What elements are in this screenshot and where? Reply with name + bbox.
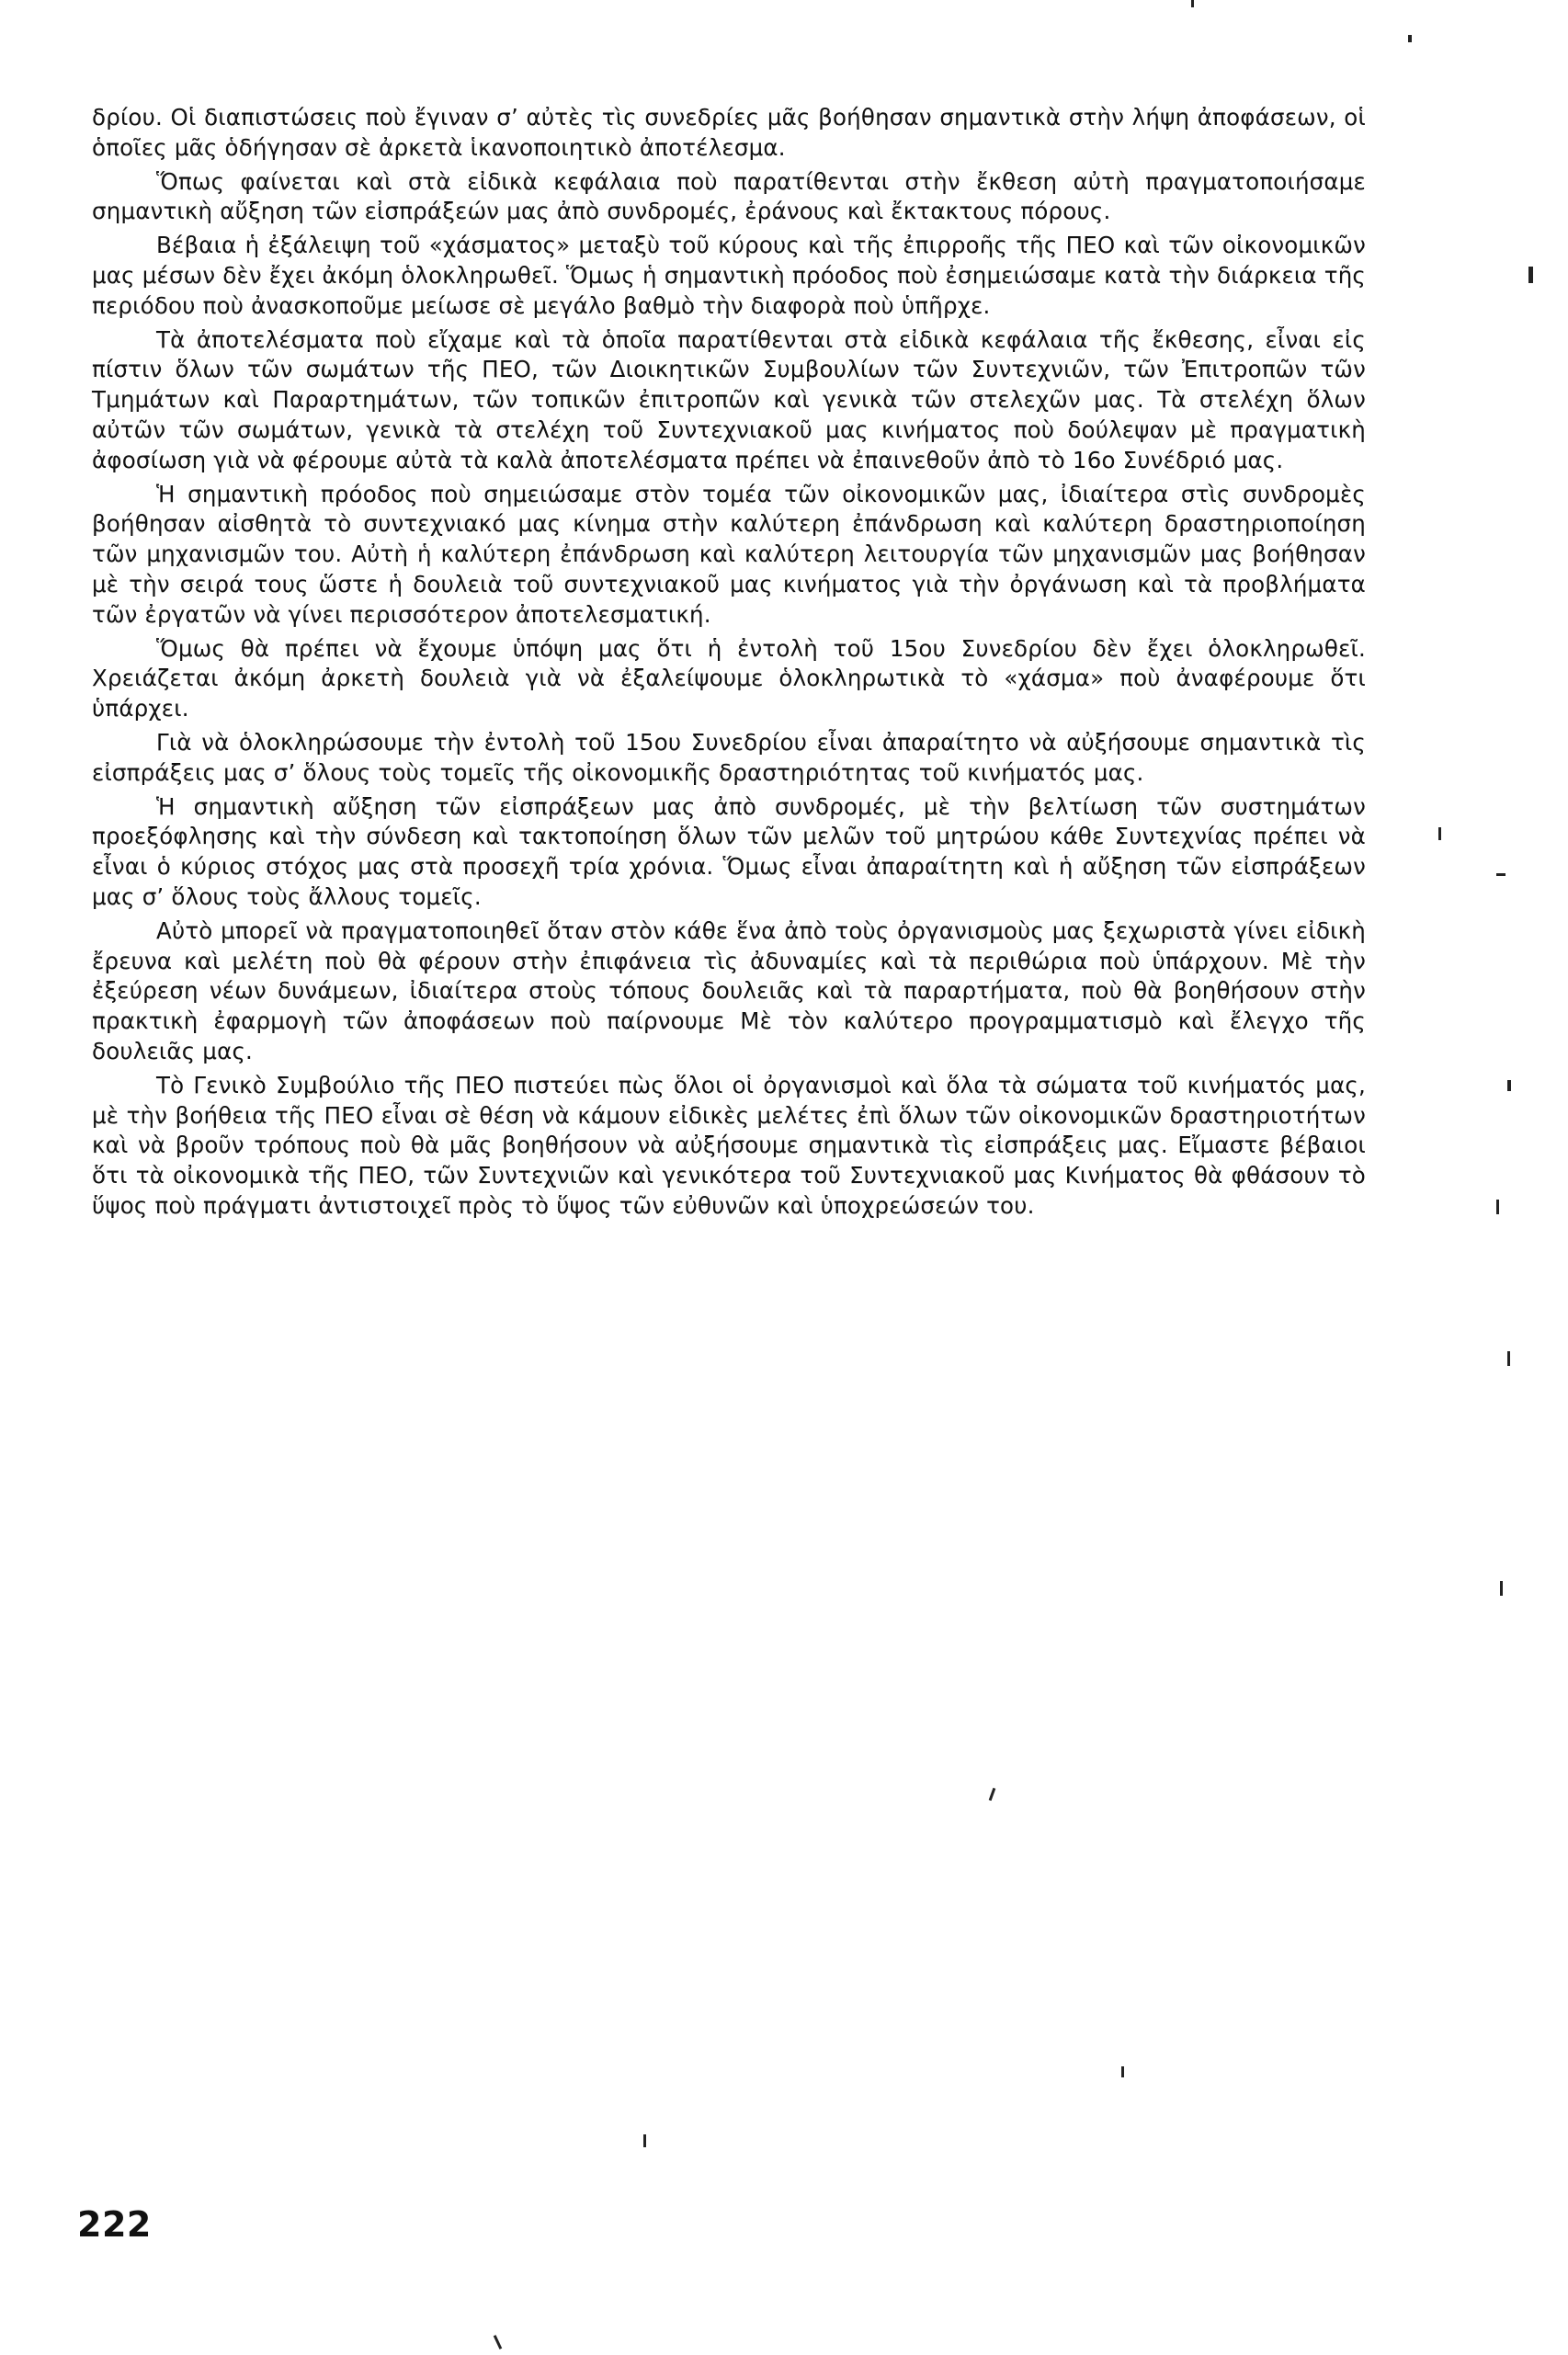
paragraph-3: Βέβαια ἡ ἐξάλειψη τοῦ «χάσματος» μεταξὺ τοῦ κύρους καὶ τῆς ἐπιρροῆς τῆς ΠΕΟ καὶ τῶν οἰκονομικῶν μας μέσων δὲν ἔχει ἀκόμη ὁλοκληρωθεῖ. Ὅμως ἡ σημαντικὴ πρόοδος ποὺ ἐσημειώσαμε κατὰ τὴν διάρκεια τῆς περιόδου ποὺ ἀνασκοποῦμε μείωσε σὲ μεγάλο βαθμὸ τὴν διαφορὰ ποὺ ὑπῆρχε. [92, 232, 1366, 319]
paragraph-5: Ἡ σημαντικὴ πρόοδος ποὺ σημειώσαμε στὸν τομέα τῶν οἰκονομικῶν μας, ἰδιαίτερα στὶς συνδρομὲς βοήθησαν αἰσθητὰ τὸ συντεχνιακό μας κίνημα στὴν καλύτερη ἐπάνδρωση καὶ καλύτερη δραστηριοποίηση τῶν μηχανισμῶν του. Αὐτὴ ἡ καλύτερη ἐπάνδρωση καὶ καλύτερη λειτουργία τῶν μηχανισμῶν μας βοήθησαν μὲ τὴν σειρά τους ὥστε ἡ δουλειὰ τοῦ συντεχνιακοῦ μας κινήματος γιὰ τὴν ὀργάνωση καὶ τὰ προβλήματα τῶν ἐργατῶν νὰ γίνει περισσότερον ἀποτελεσματική. [92, 480, 1366, 628]
paragraph-8: Ἡ σημαντικὴ αὔξηση τῶν εἰσπράξεων μας ἀπὸ συνδρομές, μὲ τὴν βελτίωση τῶν συστημάτων προεξόφλησης καὶ τὴν σύνδεση καὶ τακτοποίηση ὅλων τῶν μελῶν τοῦ μητρώου κάθε Συντεχνίας πρέπει νὰ εἶναι ὁ κύριος στόχος μας στὰ προσεχῆ τρία χρόνια. Ὅμως εἶναι ἀπαραίτητη καὶ ἡ αὔξηση τῶν εἰσπράξεων μας σ’ ὅλους τοὺς ἄλλους τομεῖς. [92, 792, 1366, 910]
scan-mark [1500, 1581, 1503, 1596]
paragraph-6: Ὅμως θὰ πρέπει νὰ ἔχουμε ὑπόψη μας ὅτι ἡ ἐντολὴ τοῦ 15ου Συνεδρίου δὲν ἔχει ὁλοκληρωθεῖ. Χρειάζεται ἀκόμη ἀρκετὴ δουλειὰ γιὰ νὰ ἐξαλείψουμε ὁλοκληρωτικὰ τὸ «χάσμα» ποὺ ἀναφέρουμε ὅτι ὑπάρχει. [92, 634, 1366, 722]
scan-mark [1496, 1200, 1499, 1214]
page-number: 222 [77, 2204, 152, 2245]
scan-mark [1438, 827, 1441, 840]
scan-mark [1191, 0, 1194, 7]
paragraph-2: Ὅπως φαίνεται καὶ στὰ εἰδικὰ κεφάλαια ποὺ παρατίθενται στὴν ἔκθεση αὐτὴ πραγματοποιήσαμε σημαντικὴ αὔξηση τῶν εἰσπράξεών μας ἀπὸ συνδρομές, ἐράνους καὶ ἔκτακτους πόρους. [92, 167, 1366, 225]
paragraph-7: Γιὰ νὰ ὁλοκληρώσουμε τὴν ἐντολὴ τοῦ 15ου Συνεδρίου εἶναι ἀπαραίτητο νὰ αὐξήσουμε σημαντικὰ τὶς εἰσπράξεις μας σ’ ὅλους τοὺς τομεῖς τῆς οἰκονομικῆς δραστηριότητας τοῦ κινήματός μας. [92, 728, 1366, 786]
paragraph-1: δρίου. Οἱ διαπιστώσεις ποὺ ἔγιναν σ’ αὐτὲς τὶς συνεδρίες μᾶς βοήθησαν σημαντικὰ στὴν λήψη ἀποφάσεων, οἱ ὁποῖες μᾶς ὁδήγησαν σὲ ἀρκετὰ ἱκανοποιητικὸ ἀποτέλεσμα. [92, 104, 1366, 161]
scan-mark [1507, 1080, 1511, 1091]
scan-mark [1507, 1351, 1510, 1366]
paragraph-10: Τὸ Γενικὸ Συμβούλιο τῆς ΠΕΟ πιστεύει πὼς ὅλοι οἱ ὀργανισμοὶ καὶ ὅλα τὰ σώματα τοῦ κινήματός μας, μὲ τὴν βοήθεια τῆς ΠΕΟ εἶναι σὲ θέση νὰ κάμουν εἰδικὲς μελέτες ἐπὶ ὅλων τῶν οἰκονομικῶν δραστηριοτήτων καὶ νὰ βροῦν τρόπους ποὺ θὰ μᾶς βοηθήσουν νὰ αὐξήσουμε σημαντικὰ τὶς εἰσπράξεις μας. Εἴμαστε βέβαιοι ὅτι τὰ οἰκονομικὰ τῆς ΠΕΟ, τῶν Συντεχνιῶν καὶ γενικότερα τοῦ Συντεχνιακοῦ μας Κινήματος θὰ φθάσουν τὸ ὕψος ποὺ πράγματι ἀντιστοιχεῖ πρὸς τὸ ὕψος τῶν εὐθυνῶν καὶ ὑποχρεώσεών του. [92, 1071, 1366, 1219]
paragraph-4: Τὰ ἀποτελέσματα ποὺ εἴχαμε καὶ τὰ ὁποῖα παρατίθενται στὰ εἰδικὰ κεφάλαια τῆς ἔκθεσης, εἶναι εἰς πίστιν ὅλων τῶν σωμάτων τῆς ΠΕΟ, τῶν Διοικητικῶν Συμβουλίων τῶν Συντεχνιῶν, τῶν Ἐπιτροπῶν τῶν Τμημάτων καὶ Παραρτημάτων, τῶν τοπικῶν ἐπιτροπῶν καὶ γενικὰ τῶν στελεχῶν μας. Τὰ στελέχη ὅλων αὐτῶν τῶν σωμάτων, γενικὰ τὰ στελέχη τοῦ Συντεχνιακοῦ μας κινήματος ποὺ δούλεψαν μὲ πραγματικὴ ἀφοσίωση γιὰ νὰ φέρουμε αὐτὰ τὰ καλὰ ἀποτελέσματα πρέπει νὰ ἐπαινεθοῦν ἀπὸ τὸ 16ο Συνέδριό μας. [92, 325, 1366, 473]
scan-mark [643, 2134, 646, 2147]
body-text [92, 103, 1366, 1225]
paragraph-9: Αὐτὸ μπορεῖ νὰ πραγματοποιηθεῖ ὅταν στὸν κάθε ἕνα ἀπὸ τοὺς ὀργανισμοὺς μας ξεχωριστὰ γίνει εἰδικὴ ἔρευνα καὶ μελέτη ποὺ θὰ φέρουν στὴν ἐπιφάνεια τὶς ἀδυναμίες καὶ τὰ περιθώρια ποὺ ὑπάρχουν. Μὲ τὴν ἐξεύρεση νέων δυνάμεων, ἰδιαίτερα στοὺς τόπους δουλειᾶς καὶ τὰ παραρτήματα, ποὺ θὰ βοηθήσουν στὴν πρακτικὴ ἐφαρμογὴ τῶν ἀποφάσεων ποὺ παίρνουμε Μὲ τὸν καλύτερο προγραμματισμὸ καὶ ἔλεγχο τῆς δουλειᾶς μας. [92, 916, 1366, 1064]
scan-mark [989, 1788, 996, 1801]
scan-mark [1528, 267, 1533, 283]
scan-mark [494, 2335, 502, 2349]
scan-mark [1121, 2066, 1124, 2077]
scan-mark [1496, 873, 1506, 876]
scan-mark [1408, 35, 1412, 42]
